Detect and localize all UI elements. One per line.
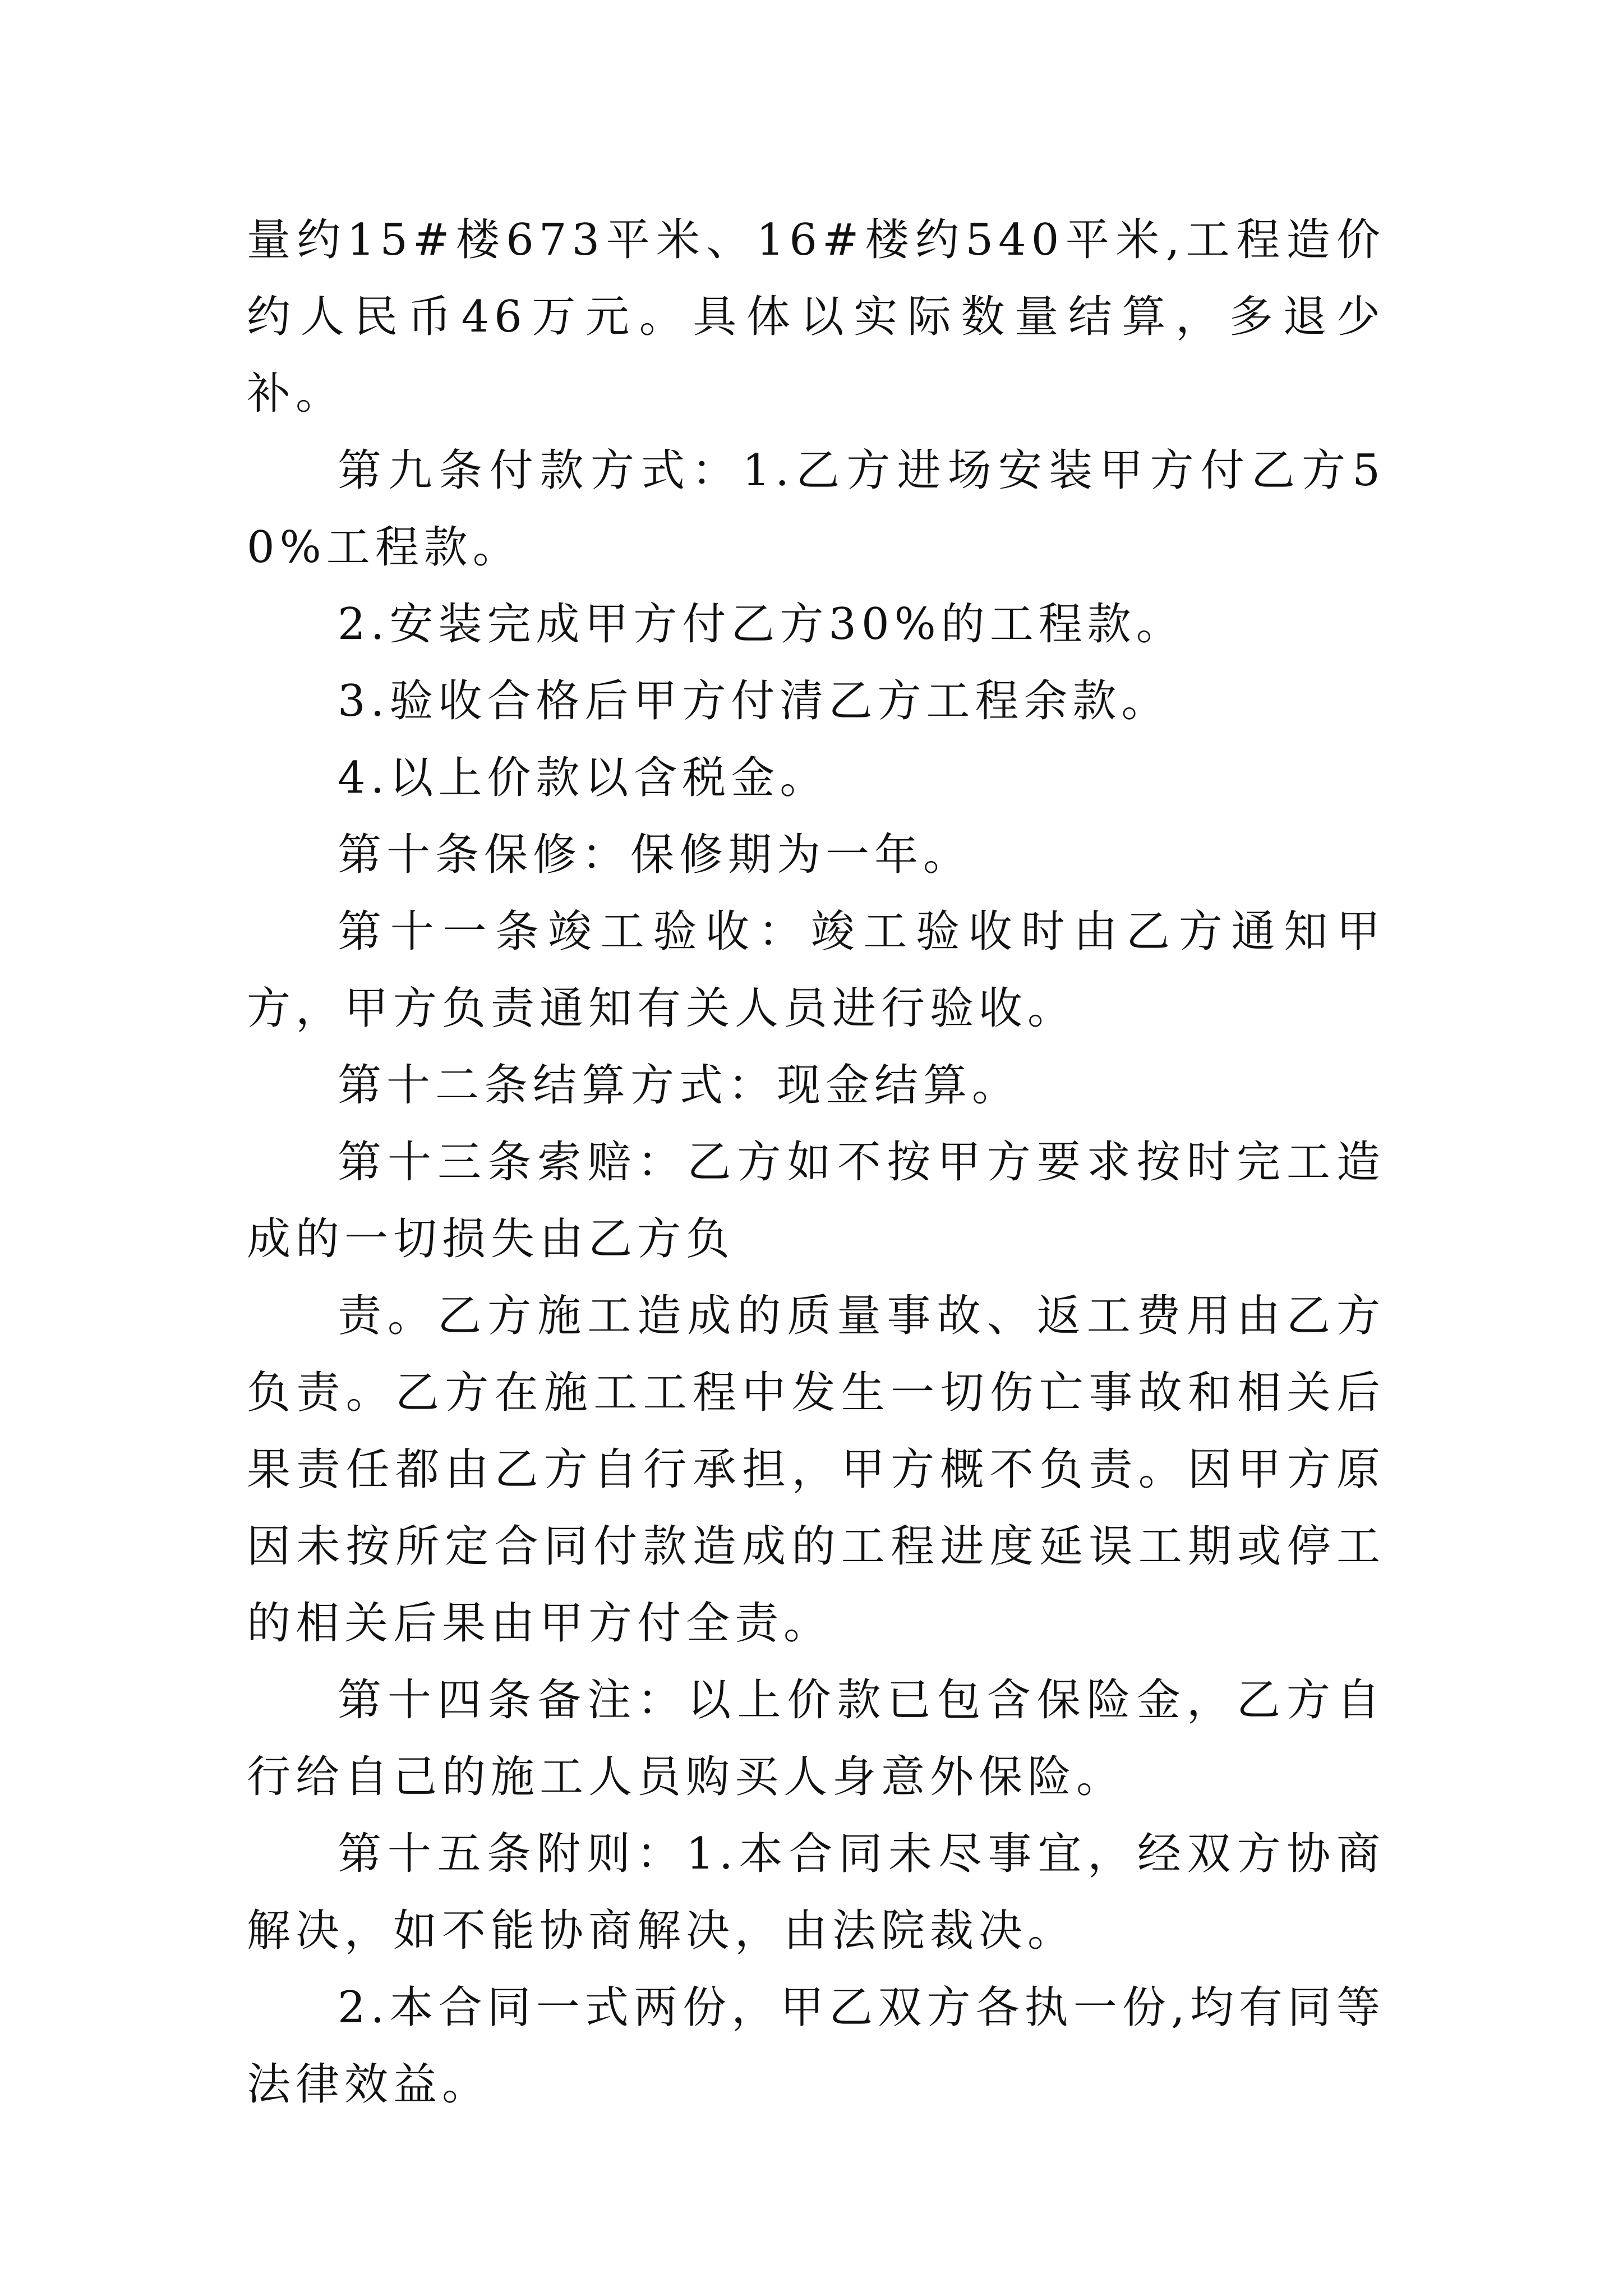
paragraph-article-11-acceptance: 第十一条竣工验收：竣工验收时由乙方通知甲方，甲方负责通知有关人员进行验收。 xyxy=(247,907,1385,1034)
paragraph-article-9-item-2: 2.安装完成甲方付乙方30%的工程款。 xyxy=(338,599,1185,650)
paragraph-article-9-payment: 第九条付款方式：1.乙方进场安装甲方付乙方50%工程款。 xyxy=(247,445,1385,573)
document-page xyxy=(247,202,1385,2123)
paragraph-article-12-settlement: 第十二条结算方式：现金结算。 xyxy=(338,1060,1021,1111)
paragraph-article-9-item-3: 3.验收合格后甲方付清乙方工程余款。 xyxy=(338,676,1170,726)
paragraph-article-13-claims: 第十三条索赔：乙方如不按甲方要求按时完工造成的一切损失由乙方负 xyxy=(247,1137,1385,1264)
paragraph-article-9-item-4: 4.以上价款以含税金。 xyxy=(338,753,829,803)
paragraph-quantity-price: 量约15#楼673平米、16#楼约540平米,工程造价约人民币46万元。具体以实际数量结算，多退少补。 xyxy=(247,215,1385,419)
paragraph-article-15-supplementary: 第十五条附则：1.本合同未尽事宜，经双方协商解决，如不能协商解决，由法院裁决。 xyxy=(247,1829,1385,1956)
paragraph-article-14-remarks: 第十四条备注：以上价款已包含保险金，乙方自行给自己的施工人员购买人身意外保险。 xyxy=(247,1675,1385,1802)
paragraph-article-10-warranty: 第十条保修：保修期为一年。 xyxy=(338,830,972,880)
paragraph-article-13-continued: 责。乙方施工造成的质量事故、返工费用由乙方负责。乙方在施工工程中发生一切伤亡事故和相关后果责任都由乙方自行承担，甲方概不负责。因甲方原因未按所定合同付款造成的工程进度延误工期或停工的相关后果由甲方付全责。 xyxy=(247,1291,1385,1649)
paragraph-article-15-item-2: 2.本合同一式两份，甲乙双方各执一份,均有同等法律效益。 xyxy=(247,1982,1385,2110)
